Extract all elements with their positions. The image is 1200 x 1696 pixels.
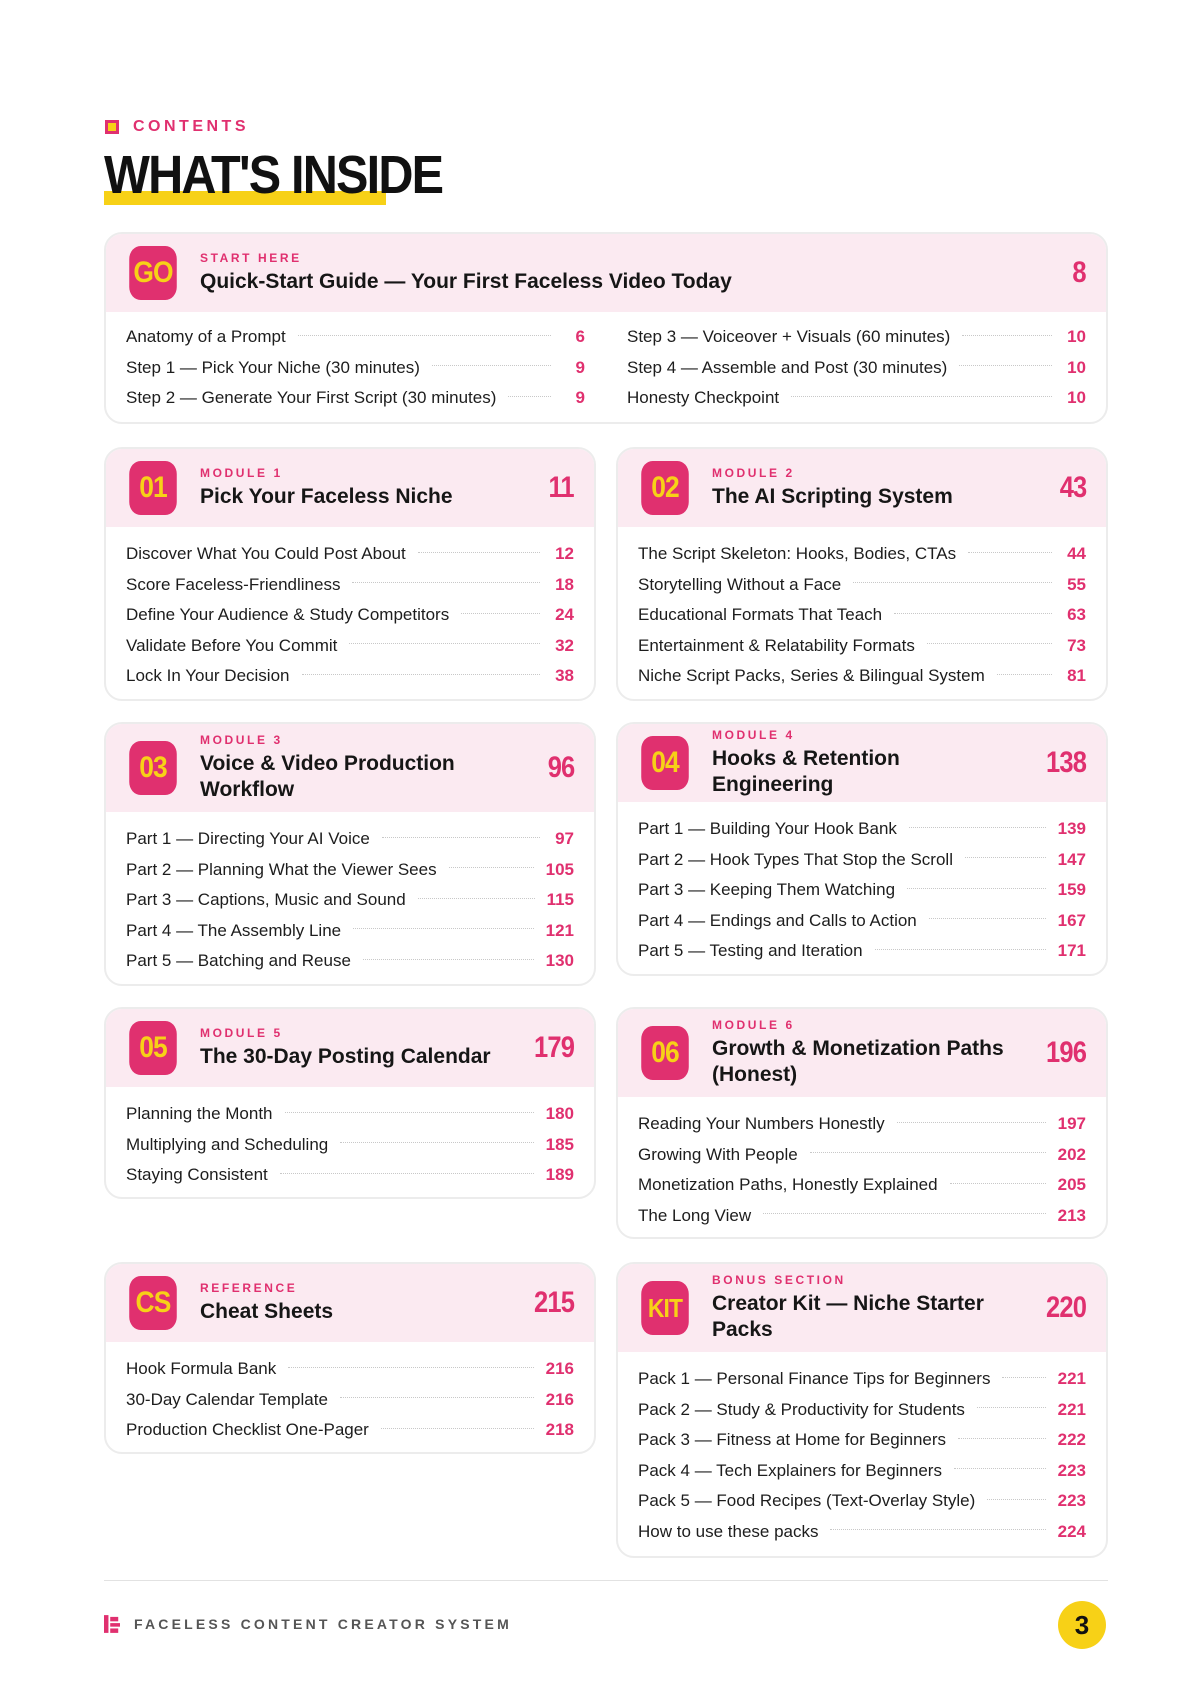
dot-leader [791,396,1052,397]
section-eyebrow [105,118,249,136]
card-entries [106,1087,594,1199]
section-page-number: 138 [1045,746,1086,779]
toc-entry[interactable]: Honesty Checkpoint 10 [627,388,1086,408]
dot-leader [449,867,534,868]
page-number-badge: 3 [1058,1601,1106,1649]
section-title[interactable]: The 30-Day Posting Calendar [200,1045,491,1069]
toc-entry[interactable]: Step 4 — Assemble and Post (30 minutes) 10 [627,357,1086,377]
dot-leader [907,888,1046,889]
dot-leader [959,365,1052,366]
dot-leader [894,613,1052,614]
section-badge: KIT [641,1281,689,1335]
toc-entry[interactable]: Growing With People 202 [638,1144,1086,1164]
card-entries [618,1352,1106,1557]
section-badge: 02 [641,461,689,515]
page-title: WHAT'S INSIDE [104,145,443,205]
toc-entry[interactable]: The Long View 213 [638,1205,1086,1225]
dot-leader [432,365,551,366]
dot-leader [950,1183,1046,1184]
dot-leader [285,1112,534,1113]
dot-leader [958,1438,1046,1439]
dot-leader [508,396,551,397]
section-badge: CS [129,1276,177,1330]
toc-entry[interactable]: Step 3 — Voiceover + Visuals (60 minutes) 10 [627,327,1086,347]
module-card [616,722,1108,976]
section-title[interactable]: Creator Kit — Niche Starter Packs [712,1292,984,1341]
section-page-number: 179 [533,1031,574,1064]
dot-leader [298,335,551,336]
card-entries [618,802,1106,976]
toc-entry[interactable]: Part 2 — Hook Types That Stop the Scroll 147 [638,849,1086,869]
card-header [106,234,1106,312]
module-card [616,1262,1108,1558]
section-page-number: 8 [1072,256,1086,289]
toc-entry[interactable]: Validate Before You Commit 32 [126,635,574,655]
section-page-number: 220 [1045,1291,1086,1324]
toc-entry[interactable]: Niche Script Packs, Series & Bilingual System 81 [638,666,1086,686]
dot-leader [968,552,1052,553]
section-kicker: MODULE 5 [200,1026,283,1041]
dot-leader [418,898,535,899]
dot-leader [363,959,534,960]
toc-entry[interactable]: 30-Day Calendar Template 216 [126,1389,574,1409]
toc-entry[interactable]: How to use these packs 224 [638,1521,1086,1541]
dot-leader [461,613,540,614]
dot-leader [1002,1377,1045,1378]
square-marker-icon [105,120,119,134]
card-entries [106,812,594,986]
module-card [104,1262,596,1454]
toc-entry[interactable]: The Script Skeleton: Hooks, Bodies, CTAs 44 [638,544,1086,564]
dot-leader [875,949,1046,950]
dot-leader [352,582,540,583]
module-card [104,722,596,986]
section-page-number: 43 [1059,471,1086,504]
module-card [616,1007,1108,1239]
toc-entry[interactable]: Part 5 — Testing and Iteration 171 [638,941,1086,961]
module-card [104,447,596,701]
toc-entry[interactable]: Pack 2 — Study & Productivity for Students 221 [638,1399,1086,1419]
section-kicker: MODULE 3 [200,733,283,748]
section-title[interactable]: Growth & Monetization Paths (Honest) [712,1037,1004,1086]
footer-brand [104,1614,512,1634]
card-entries [106,527,594,701]
toc-entry[interactable]: Storytelling Without a Face 55 [638,574,1086,594]
eyebrow-label: CONTENTS [133,118,249,135]
section-kicker: BONUS SECTION [712,1273,846,1288]
module-card [104,1007,596,1199]
dot-leader [909,827,1046,828]
card-entries [618,1097,1106,1239]
toc-entry[interactable]: Part 4 — The Assembly Line 121 [126,920,574,940]
dot-leader [962,335,1052,336]
toc-entry[interactable]: Lock In Your Decision 38 [126,666,574,686]
dot-leader [280,1173,534,1174]
section-badge: 03 [129,741,177,795]
dot-leader [353,928,534,929]
section-kicker: MODULE 4 [712,728,795,743]
footer-brand-text: FACELESS CONTENT CREATOR SYSTEM [134,1616,512,1632]
section-title[interactable]: Cheat Sheets [200,1300,334,1324]
dot-leader [382,837,540,838]
dot-leader [830,1529,1045,1530]
dot-leader [977,1407,1046,1408]
card-header [106,1264,594,1342]
toc-entry[interactable]: Discover What You Could Post About 12 [126,544,574,564]
section-kicker: REFERENCE [200,1281,298,1296]
section-title[interactable]: Hooks & Retention Engineering [712,747,900,796]
dot-leader [997,674,1052,675]
section-badge: 01 [129,461,177,515]
dot-leader [810,1152,1046,1153]
toc-entry[interactable]: Pack 4 — Tech Explainers for Beginners 223 [638,1460,1086,1480]
section-badge: 04 [641,736,689,790]
card-header [618,724,1106,802]
card-entries [106,1342,594,1454]
dot-leader [381,1428,534,1429]
section-badge: 05 [129,1021,177,1075]
toc-entry[interactable]: Anatomy of a Prompt 6 [126,327,585,347]
toc-entry[interactable]: Pack 3 — Fitness at Home for Beginners 222 [638,1430,1086,1450]
footer-divider [104,1580,1108,1581]
dot-leader [927,643,1052,644]
card-header [618,1009,1106,1097]
toc-entry[interactable]: Entertainment & Relatability Formats 73 [638,635,1086,655]
book-stack-icon [104,1614,120,1634]
toc-entry[interactable]: Production Checklist One-Pager 218 [126,1420,574,1440]
dot-leader [418,552,540,553]
section-kicker: START HERE [200,251,302,266]
toc-entry[interactable]: Reading Your Numbers Honestly 197 [638,1114,1086,1134]
title-block [104,145,480,205]
section-page-number: 11 [548,471,574,504]
dot-leader [288,1367,533,1368]
section-kicker: MODULE 1 [200,466,283,481]
toc-entry[interactable]: Part 5 — Batching and Reuse 130 [126,951,574,971]
card-header [106,724,594,812]
toc-entry[interactable]: Part 3 — Keeping Them Watching 159 [638,880,1086,900]
toc-entry[interactable]: Part 4 — Endings and Calls to Action 167 [638,910,1086,930]
section-title[interactable]: Pick Your Faceless Niche [200,485,453,509]
toc-entry[interactable]: Part 1 — Building Your Hook Bank 139 [638,819,1086,839]
section-page-number: 196 [1045,1036,1086,1069]
section-title[interactable]: Quick-Start Guide — Your First Faceless Video Today [200,270,732,294]
module-card [616,447,1108,701]
dot-leader [302,674,541,675]
card-header [618,449,1106,527]
card-header [106,449,594,527]
start-left-column [126,322,585,414]
card-entries [618,527,1106,701]
dot-leader [340,1397,534,1398]
toc-entry[interactable]: Hook Formula Bank 216 [126,1359,574,1379]
dot-leader [763,1213,1046,1214]
toc-entry[interactable]: Step 1 — Pick Your Niche (30 minutes) 9 [126,357,585,377]
dot-leader [340,1142,533,1143]
toc-entry[interactable]: Part 3 — Captions, Music and Sound 115 [126,890,574,910]
section-badge: 06 [641,1026,689,1080]
toc-entry[interactable]: Score Faceless-Friendliness 18 [126,574,574,594]
toc-entry[interactable]: Pack 5 — Food Recipes (Text-Overlay Style) 223 [638,1491,1086,1511]
section-title[interactable]: The AI Scripting System [712,485,953,509]
section-kicker: MODULE 6 [712,1018,795,1033]
toc-entry[interactable]: Pack 1 — Personal Finance Tips for Beginners 221 [638,1369,1086,1389]
section-title[interactable]: Voice & Video Production Workflow [200,752,455,801]
dot-leader [349,643,540,644]
toc-entry[interactable]: Part 2 — Planning What the Viewer Sees 105 [126,859,574,879]
dot-leader [954,1468,1046,1469]
card-header [106,1009,594,1087]
toc-entry[interactable]: Step 2 — Generate Your First Script (30 minutes) 9 [126,388,585,408]
dot-leader [965,857,1046,858]
toc-entry[interactable]: Part 1 — Directing Your AI Voice 97 [126,829,574,849]
section-page-number: 96 [547,751,574,784]
toc-entry[interactable]: Define Your Audience & Study Competitors 24 [126,605,574,625]
dot-leader [853,582,1052,583]
section-kicker: MODULE 2 [712,466,795,481]
dot-leader [897,1122,1046,1123]
toc-entry[interactable]: Staying Consistent 189 [126,1165,574,1185]
toc-entry[interactable]: Educational Formats That Teach 63 [638,605,1086,625]
start-here-card [104,232,1108,424]
section-badge: GO [129,246,177,300]
section-page-number: 215 [533,1286,574,1319]
toc-entry[interactable]: Planning the Month 180 [126,1104,574,1124]
toc-entry[interactable]: Monetization Paths, Honestly Explained 205 [638,1175,1086,1195]
toc-entry[interactable]: Multiplying and Scheduling 185 [126,1134,574,1154]
dot-leader [987,1499,1045,1500]
dot-leader [929,918,1046,919]
start-right-column [627,322,1086,414]
card-header [618,1264,1106,1352]
